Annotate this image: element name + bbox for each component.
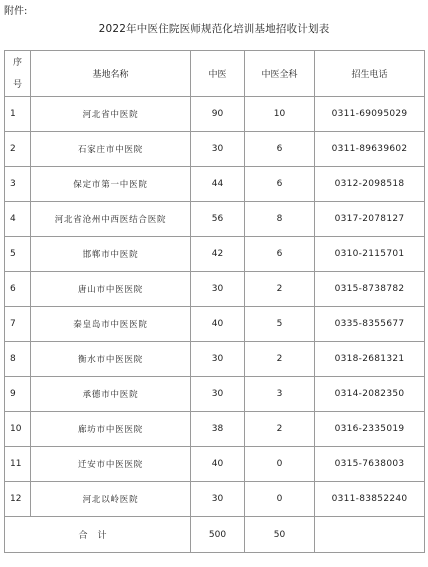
table-row [5,237,425,272]
row-base-name: 河北省中医院 [31,97,191,132]
row-tcm-count: 30 [191,272,245,307]
header-base-name: 基地名称 [31,51,191,97]
header-tcm: 中医 [191,51,245,97]
row-base-name: 廊坊市中医医院 [31,412,191,447]
row-base-name: 保定市第一中医院 [31,167,191,202]
row-tcm-count: 90 [191,97,245,132]
enrollment-plan-table [4,50,425,553]
row-serial-number: 9 [5,377,31,412]
table-row [5,482,425,517]
total-tcm-general: 50 [245,517,315,553]
row-tcm-general-count: 0 [245,447,315,482]
row-base-name: 唐山市中医医院 [31,272,191,307]
row-tcm-general-count: 5 [245,307,315,342]
table-row [5,272,425,307]
row-phone: 0311-69095029 [315,97,425,132]
row-tcm-general-count: 0 [245,482,315,517]
total-label: 合计 [5,517,191,553]
row-tcm-general-count: 3 [245,377,315,412]
row-tcm-count: 42 [191,237,245,272]
row-tcm-general-count: 6 [245,167,315,202]
row-serial-number: 12 [5,482,31,517]
row-phone: 0318-2681321 [315,342,425,377]
header-serial-number [5,51,31,97]
attachment-label: 附件: [4,6,28,17]
row-serial-number: 4 [5,202,31,237]
header-serial-line2: 号 [12,79,22,90]
total-row [5,517,425,553]
row-tcm-general-count: 2 [245,272,315,307]
row-serial-number: 8 [5,342,31,377]
table-row [5,167,425,202]
total-tcm: 500 [191,517,245,553]
row-base-name: 迁安市中医医院 [31,447,191,482]
table-header-row [5,51,425,97]
row-tcm-count: 30 [191,377,245,412]
row-tcm-count: 56 [191,202,245,237]
total-phone-empty [315,517,425,553]
table-row [5,342,425,377]
row-tcm-count: 30 [191,482,245,517]
row-tcm-count: 38 [191,412,245,447]
row-phone: 0315-8738782 [315,272,425,307]
header-phone: 招生电话 [315,51,425,97]
row-phone: 0311-89639602 [315,132,425,167]
row-phone: 0316-2335019 [315,412,425,447]
table-body [5,97,425,517]
row-tcm-count: 30 [191,342,245,377]
row-base-name: 衡水市中医医院 [31,342,191,377]
table-row [5,97,425,132]
table-row [5,307,425,342]
row-tcm-count: 30 [191,132,245,167]
row-tcm-general-count: 6 [245,132,315,167]
row-phone: 0317-2078127 [315,202,425,237]
row-tcm-general-count: 6 [245,237,315,272]
table-row [5,377,425,412]
row-serial-number: 1 [5,97,31,132]
row-phone: 0335-8355677 [315,307,425,342]
row-phone: 0315-7638003 [315,447,425,482]
row-serial-number: 11 [5,447,31,482]
row-base-name: 石家庄市中医院 [31,132,191,167]
row-tcm-general-count: 2 [245,342,315,377]
row-base-name: 秦皇岛市中医医院 [31,307,191,342]
row-tcm-general-count: 8 [245,202,315,237]
row-serial-number: 3 [5,167,31,202]
table-row [5,447,425,482]
row-tcm-general-count: 10 [245,97,315,132]
header-tcm-general: 中医全科 [245,51,315,97]
row-phone: 0314-2082350 [315,377,425,412]
table-row [5,132,425,167]
row-phone: 0311-83852240 [315,482,425,517]
row-serial-number: 6 [5,272,31,307]
row-phone: 0312-2098518 [315,167,425,202]
row-serial-number: 10 [5,412,31,447]
row-base-name: 河北省沧州中西医结合医院 [31,202,191,237]
document-title: 2022年中医住院医师规范化培训基地招收计划表 [98,23,330,35]
row-serial-number: 2 [5,132,31,167]
table-row [5,412,425,447]
row-phone: 0310-2115701 [315,237,425,272]
row-serial-number: 7 [5,307,31,342]
row-tcm-count: 44 [191,167,245,202]
row-tcm-count: 40 [191,447,245,482]
row-base-name: 邯郸市中医院 [31,237,191,272]
row-tcm-count: 40 [191,307,245,342]
row-base-name: 河北以岭医院 [31,482,191,517]
header-serial-line1: 序 [12,57,22,68]
row-serial-number: 5 [5,237,31,272]
row-tcm-general-count: 2 [245,412,315,447]
row-base-name: 承德市中医院 [31,377,191,412]
table-row [5,202,425,237]
